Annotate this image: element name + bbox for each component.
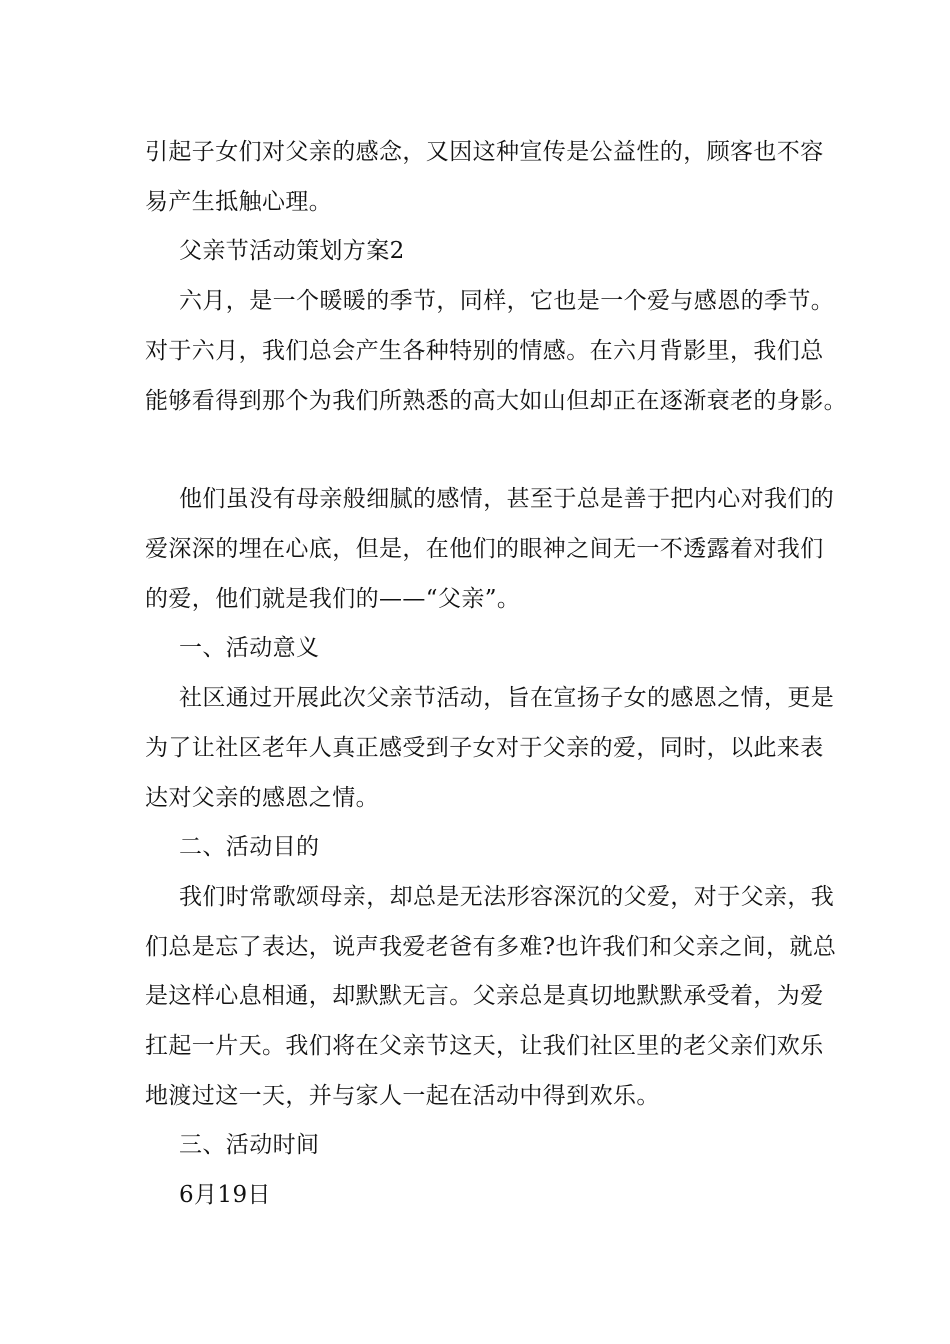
text-line: 引起子女们对父亲的感念，又因这种宣传是公益性的，顾客也不容 bbox=[145, 139, 824, 165]
text-line: 爱深深的埋在心底，但是，在他们的眼神之间无一不透露着对我们 bbox=[145, 536, 824, 562]
text-line: 扛起一片天。我们将在父亲节这天，让我们社区里的老父亲们欢乐 bbox=[145, 1033, 824, 1059]
text-line: 对于六月，我们总会产生各种特别的情感。在六月背影里，我们总 bbox=[145, 338, 824, 364]
text-line: 社区通过开展此次父亲节活动，旨在宣扬子女的感恩之情，更是 bbox=[179, 685, 835, 711]
text-line: 他们虽没有母亲般细腻的感情，甚至于总是善于把内心对我们的 bbox=[179, 486, 835, 512]
text-line: 的爱，他们就是我们的——“父亲”。 bbox=[145, 586, 521, 612]
text-line: 易产生抵触心理。 bbox=[145, 189, 333, 215]
text-line: 达对父亲的感恩之情。 bbox=[145, 785, 379, 811]
section-heading: 一、活动意义 bbox=[179, 635, 320, 661]
text-line: 地渡过这一天，并与家人一起在活动中得到欢乐。 bbox=[145, 1083, 660, 1109]
text-line: 6月19日 bbox=[179, 1182, 271, 1208]
text-line: 六月，是一个暖暖的季节，同样，它也是一个爱与感恩的季节。 bbox=[179, 288, 835, 314]
text-line: 能够看得到那个为我们所熟悉的高大如山但却正在逐渐衰老的身影。 bbox=[145, 388, 847, 414]
section-heading: 三、活动时间 bbox=[179, 1132, 320, 1158]
section-heading: 二、活动目的 bbox=[179, 834, 320, 860]
text-line: 们总是忘了表达，说声我爱老爸有多难?也许我们和父亲之间，就总 bbox=[145, 934, 837, 960]
section-title: 父亲节活动策划方案2 bbox=[179, 238, 405, 264]
text-line: 为了让社区老年人真正感受到子女对于父亲的爱，同时，以此来表 bbox=[145, 735, 824, 761]
text-line: 我们时常歌颂母亲，却总是无法形容深沉的父爱，对于父亲，我 bbox=[179, 884, 835, 910]
text-line: 是这样心息相通，却默默无言。父亲总是真切地默默承受着，为爱 bbox=[145, 983, 824, 1009]
